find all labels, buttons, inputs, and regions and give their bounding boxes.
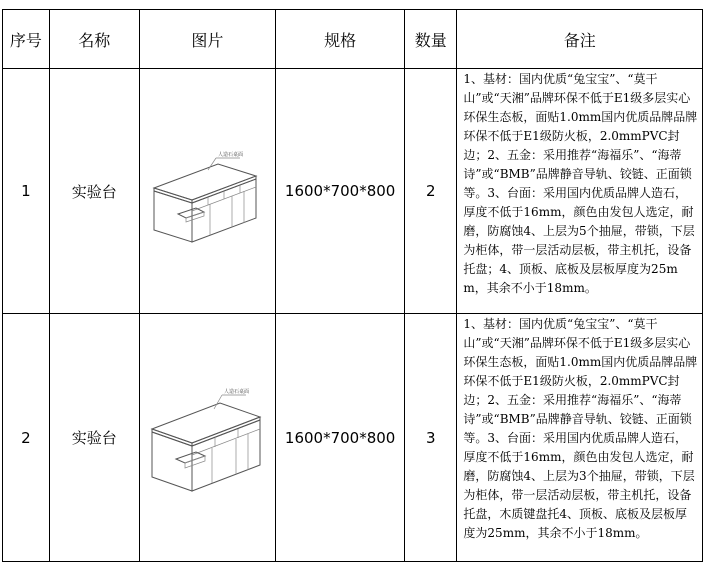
row-spec: 1600*700*800 <box>276 69 405 314</box>
row-name: 实验台 <box>49 314 139 562</box>
row-note: 1、基材：国内优质“兔宝宝”、“莫干山”或“天湘”品牌环保不低于E1级多层实心环保生态板，面贴1.0mm国内优质品牌品牌环保不低于E1级防火板，2.0mmPVC封边；2、五金：采用推荐“海福乐”、“海蒂诗”或“BMB”品牌静音导轨、铰链、正面锁等。3、台面：采用国内优质品牌人造石，厚度不低于16mm，颜色由发包人选定，耐磨，防腐蚀4、上层为5个抽屉，带锁，下层为柜体，带一层活动层板，带主机托，设备托盘；4、顶板、底板及层板厚度为25mm，其余不小于18mm。 <box>457 69 703 314</box>
lab-bench-drawing <box>148 136 266 246</box>
row-note: 1、基材：国内优质“兔宝宝”、“莫干山”或“天湘”品牌环保不低于E1级多层实心环保生态板，面贴1.0mm国内优质品牌品牌环保不低于E1级防火板，2.0mmPVC封边；2、五金：采用推荐“海福乐”、“海蒂诗”或“BMB”品牌静音导轨、铰链、正面锁等。3、台面：采用国内优质品牌人造石，厚度不低于16mm，颜色由发包人选定，耐磨，防腐蚀4、上层为3个抽屉，带锁，下层为柜体，带一层活动层板，带主机托，设备托盘，木质键盘托4、顶板、底板及层板厚度为25mm，其余不小于18mm。 <box>457 314 703 562</box>
row-picture <box>139 314 276 562</box>
row-spec: 1600*700*800 <box>276 314 405 562</box>
row-qty: 3 <box>405 314 457 562</box>
image-label: 人造石桌面 <box>224 388 250 395</box>
image-label: 人造石桌面 <box>218 152 244 158</box>
row-no: 2 <box>3 314 50 562</box>
header-no: 序号 <box>3 10 50 69</box>
header-name: 名称 <box>49 10 139 69</box>
header-note: 备注 <box>457 10 703 69</box>
row-name: 实验台 <box>49 69 139 314</box>
header-picture: 图片 <box>139 10 276 69</box>
row-qty: 2 <box>405 69 457 314</box>
header-row <box>3 10 703 69</box>
table-row <box>3 69 703 314</box>
spec-table <box>2 9 703 562</box>
row-picture <box>139 69 276 314</box>
table-row <box>3 314 703 562</box>
header-qty: 数量 <box>405 10 457 69</box>
row-no: 1 <box>3 69 50 314</box>
lab-bench-drawing <box>148 373 266 503</box>
header-spec: 规格 <box>276 10 405 69</box>
